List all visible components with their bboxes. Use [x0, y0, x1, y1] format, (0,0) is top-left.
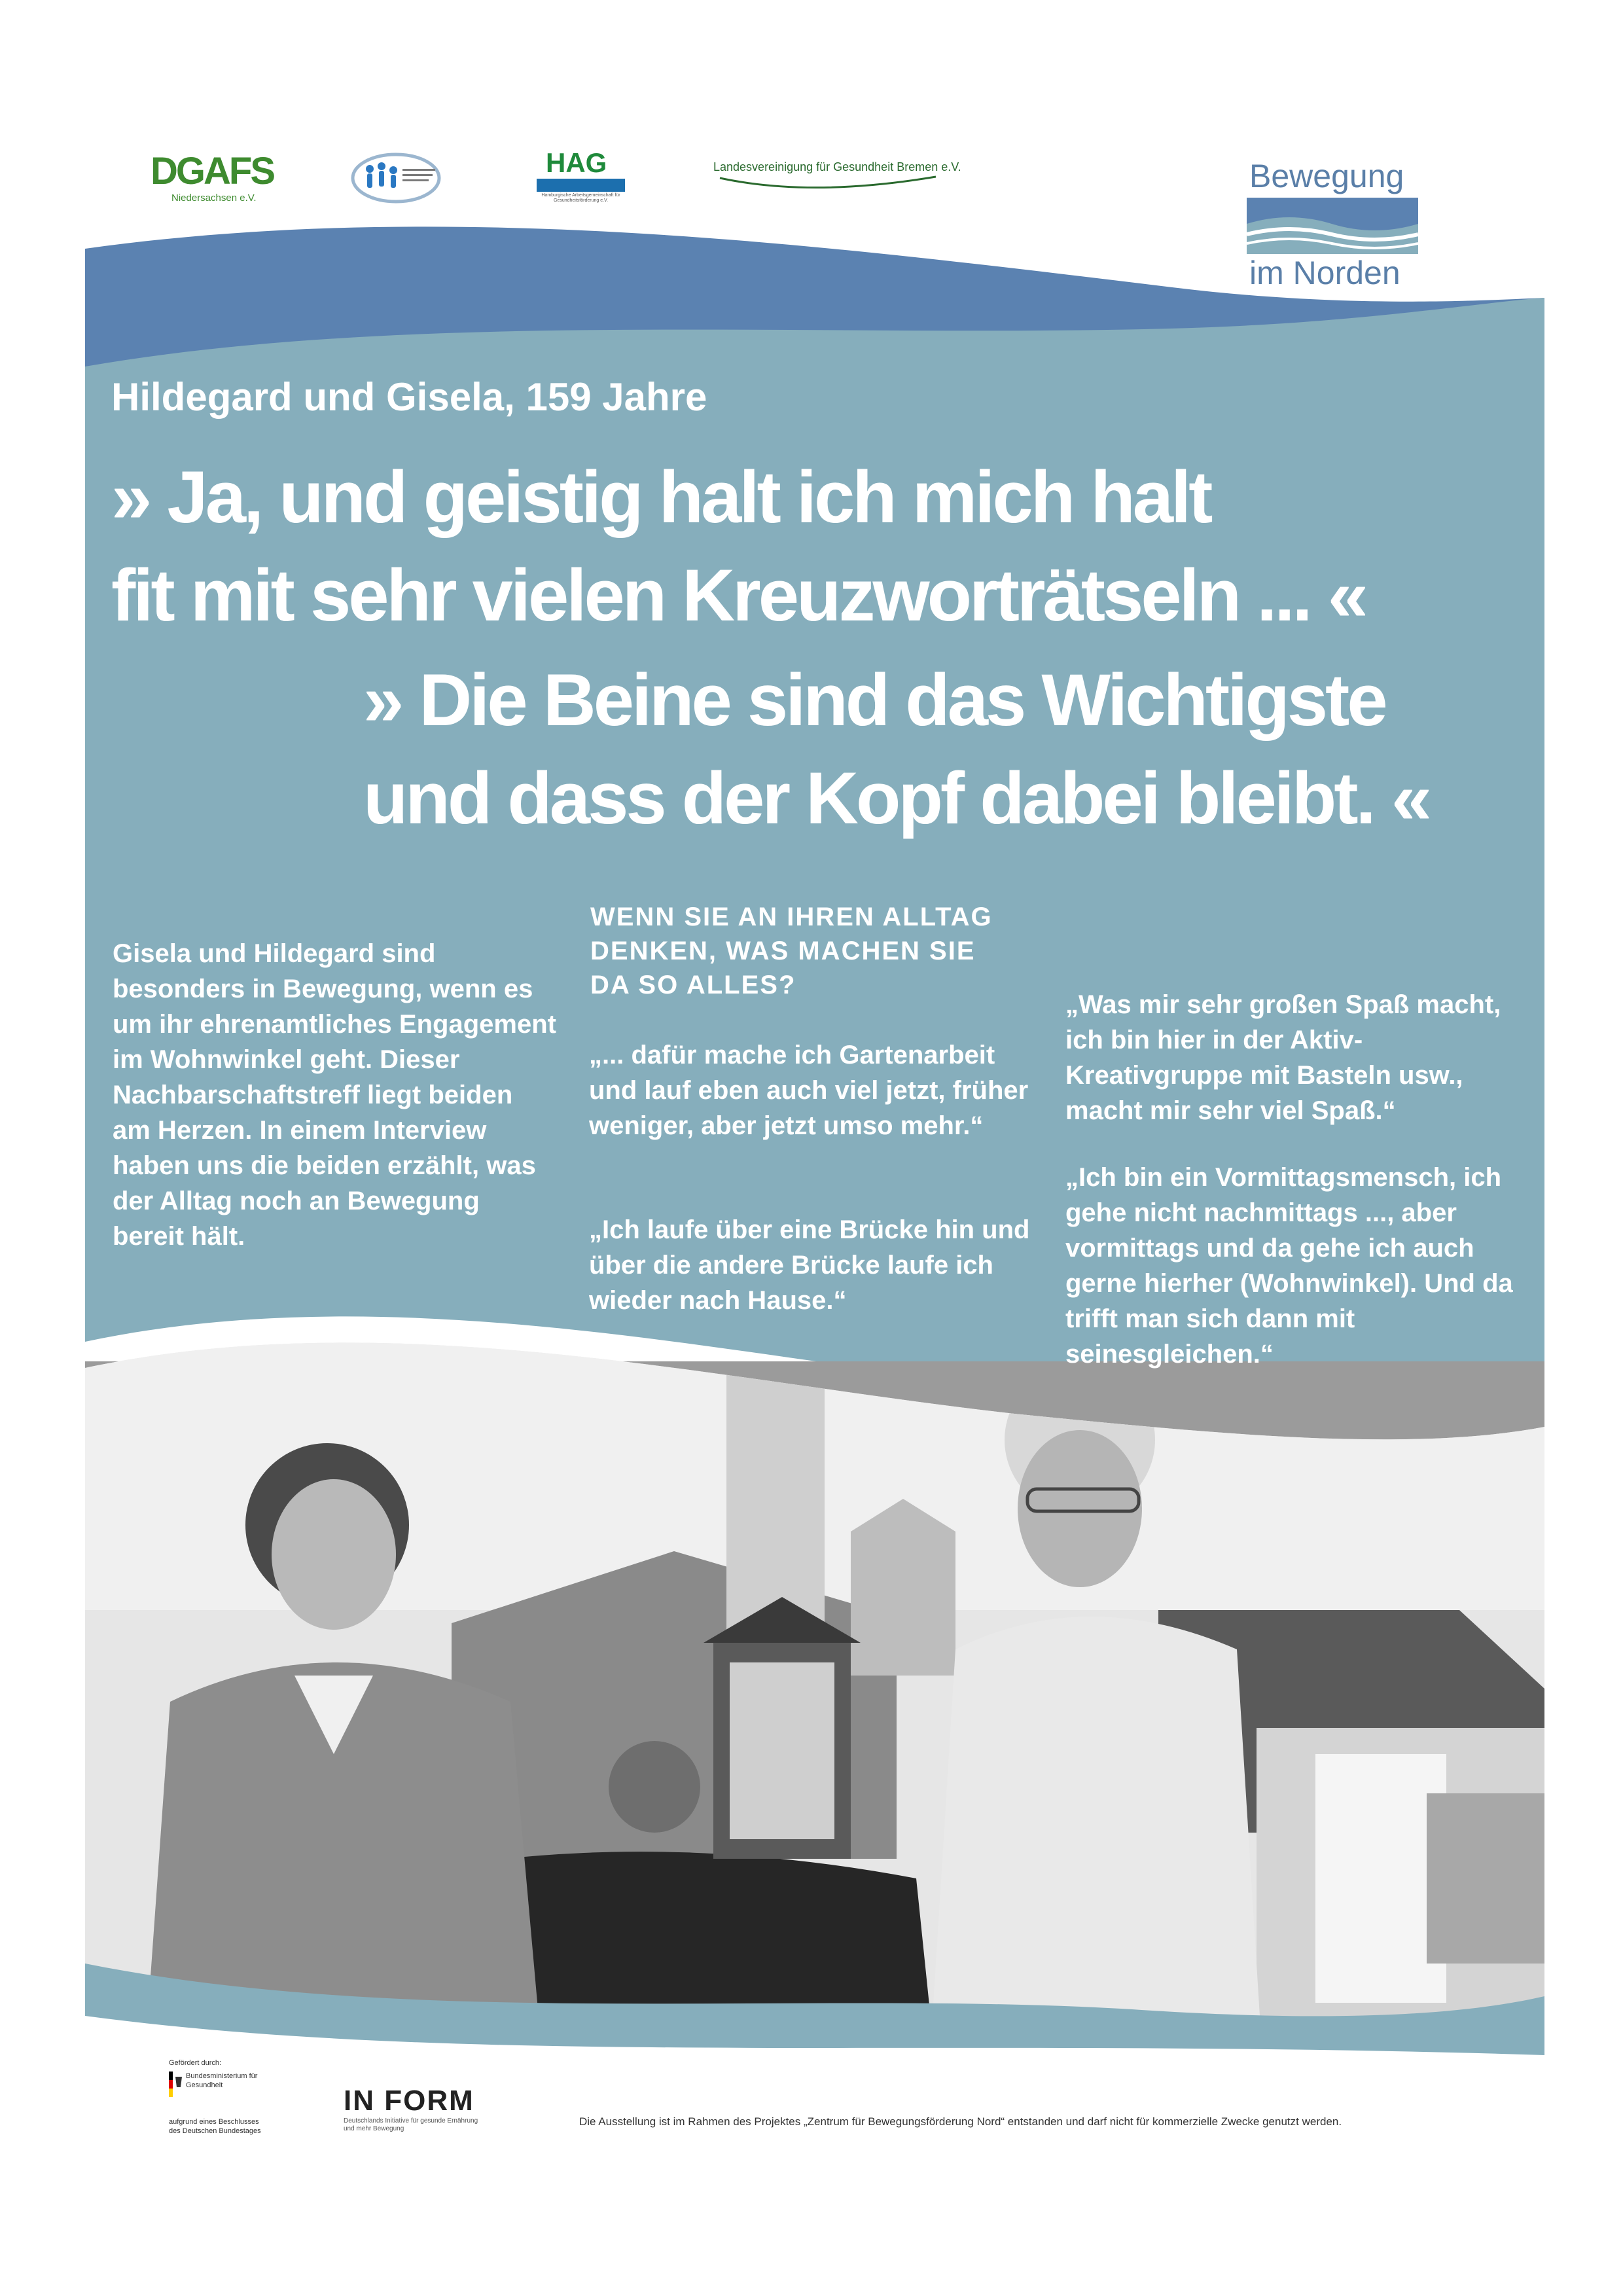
- photo-two-women: [85, 1335, 1544, 2068]
- inform-logo-text: IN FORM: [344, 2085, 474, 2117]
- quote1-line2: fit mit sehr vielen Kreuzworträtseln ... «: [111, 554, 1366, 636]
- intro-text: Gisela und Hildegard sind besonders in Bewegung, wenn es um ihr ehrenamtliches Engagement im Wohnwinkel geht. Dieser Nachbarschaftstreff liegt beiden am Herzen. In einem Interview haben uns die beiden erzählt, was der Alltag noch an Bewegung bereit hält.: [113, 939, 556, 1251]
- bewegung-logo-line2: im Norden: [1249, 255, 1400, 291]
- funding-block: [169, 2058, 274, 2150]
- answer-gartenarbeit: „... dafür mache ich Gartenarbeit und lauf eben auch viel jetzt, früher weniger, aber jetzt umso mehr.“: [589, 1041, 1029, 1140]
- quote2-line2: und dass der Kopf dabei bleibt. «: [363, 757, 1430, 839]
- hag-logo-subtext: Hamburgische Arbeitsgemeinschaft für Gesundheitsförderung e.V.: [541, 193, 620, 203]
- inform-logo: [344, 2085, 488, 2130]
- quote1-line1: » Ja, und geistig halt ich mich halt: [111, 456, 1211, 538]
- question-heading: WENN SIE AN IHREN ALLTAG DENKEN, WAS MACHEN SIE DA SO ALLES?: [590, 903, 993, 999]
- german-flag-eagle-icon: [169, 2072, 183, 2098]
- bewegung-logo-line1: Bewegung: [1249, 158, 1404, 194]
- answer-vormittagsmensch: „Ich bin ein Vormittagsmensch, ich gehe nicht nachmittags ..., aber vormittags und da gehe ich auch gerne hierher (Wohnwinkel). Und da trifft man sich dann mit seinesgleichen.“: [1065, 1163, 1513, 1369]
- hag-logo-text: HAG: [546, 147, 607, 178]
- bundestag-note: aufgrund eines Beschlusses des Deutschen Bundestages: [169, 2118, 261, 2135]
- disclaimer-text: Die Ausstellung ist im Rahmen des Projektes „Zentrum für Bewegungsförderung Nord“ entstanden und darf nicht für kommerzielle Zwecke genutzt werden.: [579, 2115, 1342, 2128]
- inform-subtext: Deutschlands Initiative für gesunde Ernährung und mehr Bewegung: [344, 2117, 478, 2132]
- lvg-bremen-name: Landesvereinigung für Gesundheit Bremen e.V.: [713, 160, 961, 173]
- quote2-line1: » Die Beine sind das Wichtigste: [363, 659, 1385, 741]
- subtitle: Hildegard und Gisela, 159 Jahre: [111, 375, 707, 419]
- ministry-name: Bundesministerium für Gesundheit: [186, 2072, 258, 2089]
- funded-by-label: Gefördert durch:: [169, 2059, 222, 2067]
- answer-bruecke: „Ich laufe über eine Brücke hin und über die andere Brücke laufe ich wieder nach Hause.“: [589, 1215, 1030, 1315]
- dgafs-logo-subtext: Niedersachsen e.V.: [171, 192, 257, 204]
- answer-kreativgruppe: „Was mir sehr großen Spaß macht, ich bin hier in der Aktiv-Kreativgruppe mit Basteln usw., macht mir sehr viel Spaß.“: [1065, 990, 1501, 1125]
- dgafs-logo-text: DGAFS: [151, 150, 274, 192]
